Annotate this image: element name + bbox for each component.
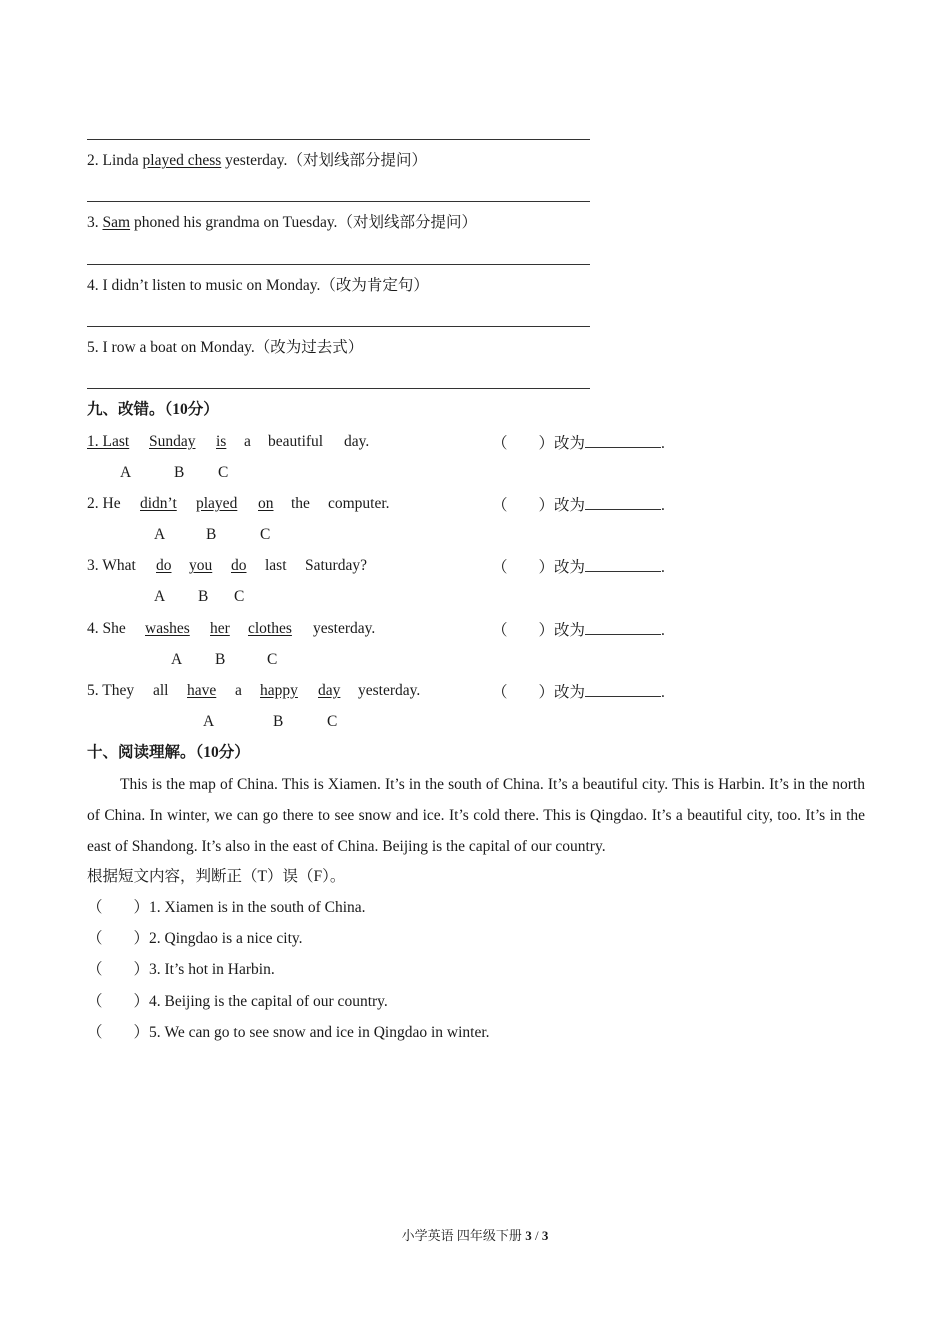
rewrite-item-3: 3. Sam phoned his grandma on Tuesday.（对划线部分提问） xyxy=(87,214,477,231)
section-9-title: 九、改错。（10分） xyxy=(87,401,219,418)
tf-statement-4: （ ）4. Beijing is the capital of our country. xyxy=(87,993,388,1010)
answer-paren[interactable]: （ ） xyxy=(87,899,150,916)
answer-line-3 xyxy=(87,264,590,265)
correction-slot-1[interactable]: （ ）改为 . xyxy=(492,435,665,452)
tf-statement-1: （ ）1. Xiamen is in the south of China. xyxy=(87,899,366,916)
correction-slot-3[interactable]: （ ）改为 . xyxy=(492,559,665,576)
answer-paren[interactable]: （ ） xyxy=(87,993,150,1010)
page-number: 3 xyxy=(525,1228,532,1243)
correction-slot-2[interactable]: （ ）改为 . xyxy=(492,497,665,514)
section-10-title: 十、阅读理解。（10分） xyxy=(87,744,250,761)
answer-line-5 xyxy=(87,388,590,389)
tf-statement-3: （ ）3. It’s hot in Harbin. xyxy=(87,961,275,978)
correction-slot-5[interactable]: （ ）改为 . xyxy=(492,684,665,701)
rewrite-item-4: 4. I didn’t listen to music on Monday.（改为肯定句） xyxy=(87,277,429,294)
tf-statement-2: （ ）2. Qingdao is a nice city. xyxy=(87,930,303,947)
rewrite-item-5: 5. I row a boat on Monday.（改为过去式） xyxy=(87,339,364,356)
answer-paren[interactable]: （ ） xyxy=(87,930,150,947)
answer-line-1 xyxy=(87,139,590,140)
page-total: 3 xyxy=(541,1228,549,1243)
correction-slot-4[interactable]: （ ）改为 . xyxy=(492,622,665,639)
reading-instruction: 根据短文内容，判断正（T）误（F）。 xyxy=(87,868,346,885)
answer-line-2 xyxy=(87,201,590,202)
answer-paren[interactable]: （ ） xyxy=(87,1024,150,1041)
page-footer: 小学英语 四年级下册 3 / 3 xyxy=(401,1228,549,1243)
reading-passage: This is the map of China. This is Xiamen. It’s in the south of China. It’s a beautiful city. This is Harbin. It’s in the north of China. In winter, we can go there to see snow and ice. It’s cold there. This is Qingdao. It’s a beautiful city, too. It’s in the east of Shandong. It’s also in the east of China. Beijing is the capital of our country. xyxy=(87,776,865,855)
answer-paren[interactable]: （ ） xyxy=(87,961,150,978)
tf-statement-5: （ ）5. We can go to see snow and ice in Qingdao in winter. xyxy=(87,1024,490,1041)
answer-line-4 xyxy=(87,326,590,327)
rewrite-item-2: 2. Linda played chess yesterday.（对划线部分提问） xyxy=(87,152,427,169)
